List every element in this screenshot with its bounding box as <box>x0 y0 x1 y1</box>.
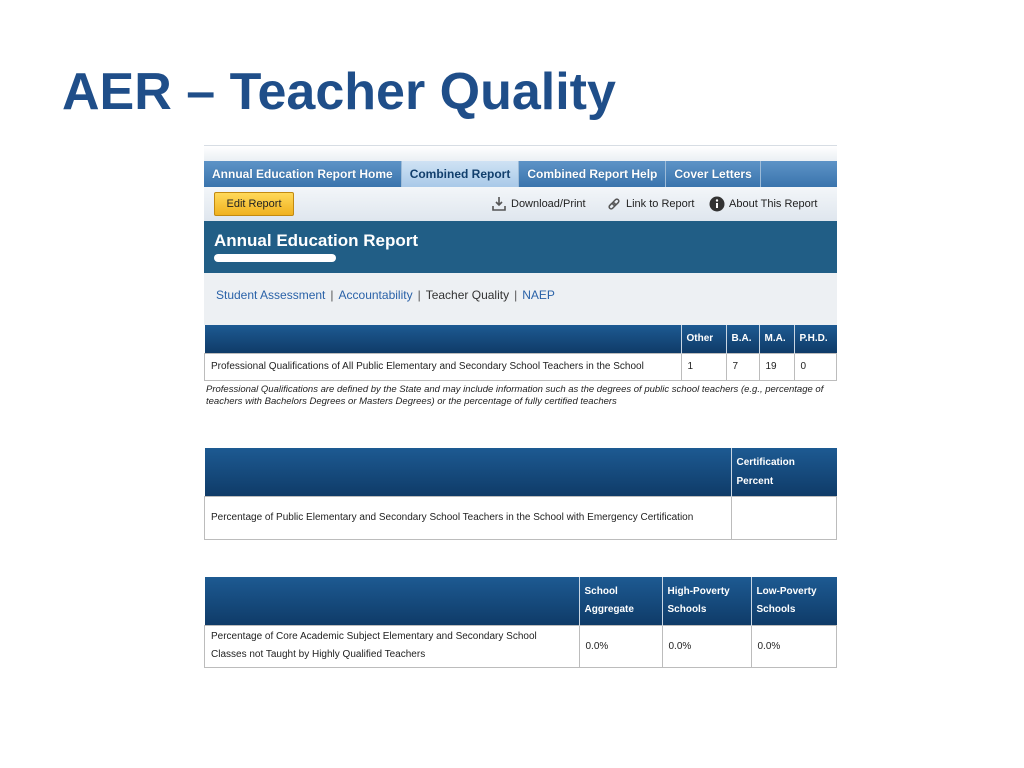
link-to-report-link[interactable] <box>606 194 694 214</box>
table-header-row <box>205 577 837 625</box>
subnav-separator: | <box>330 288 334 302</box>
redacted-school-name <box>214 254 336 262</box>
table-cell: Professional Qualifications of All Public Elementary and Secondary School Teachers in the School <box>205 353 682 380</box>
table-cell: 0 <box>794 353 837 380</box>
table-header-row <box>205 325 837 353</box>
qualifications-table <box>204 325 837 381</box>
qualified-teachers-table <box>204 577 837 668</box>
table-cell: 19 <box>759 353 794 380</box>
tab-cover-letters[interactable]: Cover Letters <box>666 161 760 187</box>
slide-title: AER – Teacher Quality <box>62 63 616 121</box>
subnav-accountability[interactable]: Accountability <box>338 288 413 302</box>
table-header-cell <box>205 577 580 625</box>
table-cell: Percentage of Public Elementary and Secondary School Teachers in the School with Emergency Certification <box>205 496 732 539</box>
subnav-separator: | <box>417 288 421 302</box>
tab-combined-report-help[interactable]: Combined Report Help <box>519 161 666 187</box>
download-icon <box>491 196 507 212</box>
edit-report-button[interactable]: Edit Report <box>214 192 294 216</box>
download-print-label: Download/Print <box>511 198 586 210</box>
info-icon <box>709 196 725 212</box>
table-cell: Percentage of Core Academic Subject Elementary and Secondary School Classes not Taught by Highly Qualified Teachers <box>205 625 580 667</box>
table-header-cell: School Aggregate <box>579 577 662 625</box>
table-header-cell: M.A. <box>759 325 794 353</box>
section-nav <box>204 273 837 325</box>
subnav-separator: | <box>514 288 518 302</box>
table-header-cell: P.H.D. <box>794 325 837 353</box>
table-header-cell: B.A. <box>726 325 759 353</box>
main-nav <box>204 161 837 187</box>
certification-table <box>204 448 837 540</box>
table-row <box>205 353 837 380</box>
aer-screenshot <box>204 145 837 675</box>
subnav-student-assessment[interactable]: Student Assessment <box>216 288 326 302</box>
table-header-cell <box>205 325 682 353</box>
top-border <box>204 145 837 162</box>
link-icon <box>606 196 622 212</box>
table-header-row <box>205 448 837 496</box>
tab-annual-education-report-home[interactable]: Annual Education Report Home <box>204 161 402 187</box>
banner-title: Annual Education Report <box>214 231 418 250</box>
table-cell <box>731 496 837 539</box>
tab-combined-report[interactable]: Combined Report <box>402 161 520 187</box>
subnav-teacher-quality: Teacher Quality <box>425 288 510 302</box>
table-header-cell: Certification Percent <box>731 448 837 496</box>
table-cell: 0.0% <box>751 625 837 667</box>
about-this-report-link[interactable] <box>709 194 817 214</box>
table-row <box>205 496 837 539</box>
about-this-report-label: About This Report <box>729 198 818 210</box>
table-cell: 7 <box>726 353 759 380</box>
table-header-cell: Other <box>681 325 726 353</box>
download-print-link[interactable] <box>491 194 586 214</box>
table-cell: 1 <box>681 353 726 380</box>
table-header-cell: High-Poverty Schools <box>662 577 751 625</box>
table-header-cell: Low-Poverty Schools <box>751 577 837 625</box>
subnav-naep[interactable]: NAEP <box>522 288 555 302</box>
link-to-report-label: Link to Report <box>626 198 695 210</box>
table-header-cell <box>205 448 732 496</box>
toolbar <box>204 187 837 221</box>
table-cell: 0.0% <box>579 625 662 667</box>
table-row <box>205 625 837 667</box>
report-banner <box>204 221 837 273</box>
table-cell: 0.0% <box>662 625 751 667</box>
qualifications-note: Professional Qualifications are defined by the State and may include information such as the degrees of public school teachers (e.g., percentage of teachers with Bachelors Degrees or Masters Degrees) or the percentage of fully certified teachers <box>206 384 824 407</box>
